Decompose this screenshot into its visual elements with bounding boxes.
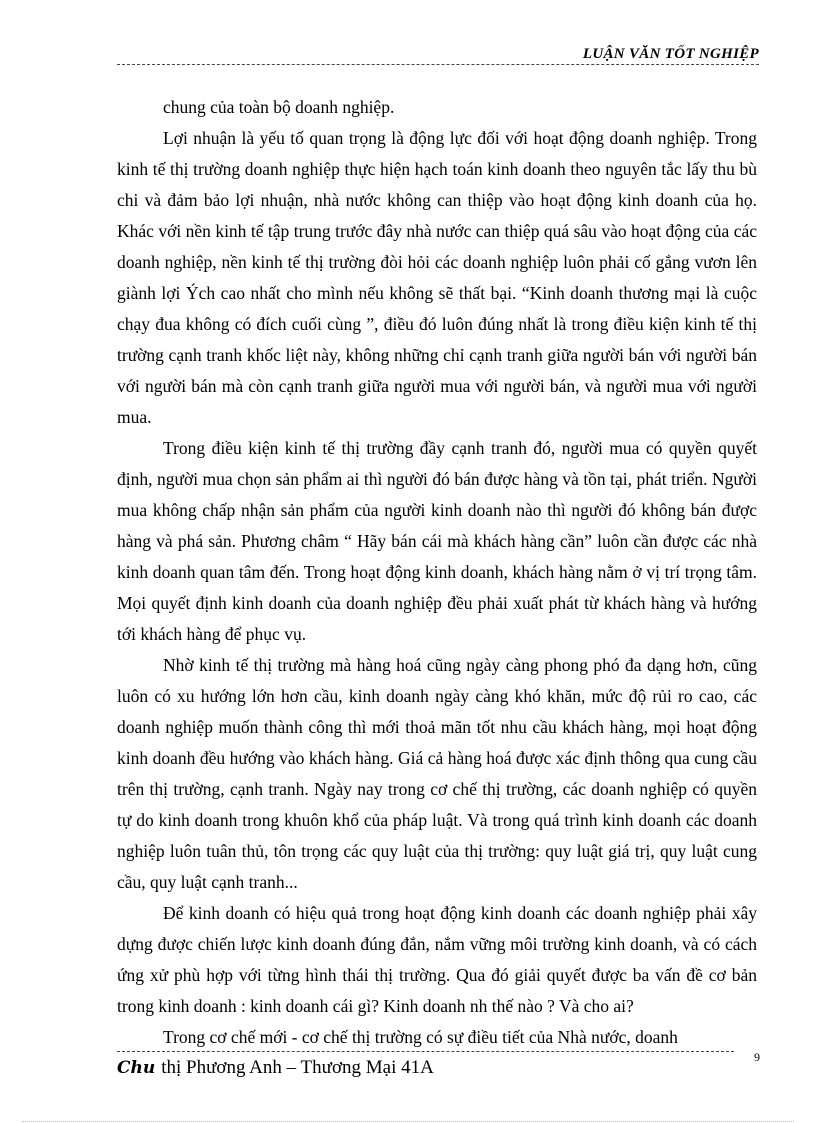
footer-author-name: thị Phương Anh – Thương Mại 41A xyxy=(161,1057,434,1078)
footer-author xyxy=(117,1057,434,1079)
document-body xyxy=(117,92,757,1053)
footer-divider xyxy=(117,1051,734,1052)
page-header-title: LUẬN VĂN TỐT NGHIỆP xyxy=(582,46,759,62)
paragraph: Lợi nhuận là yếu tố quan trọng là động lực đối với hoạt động doanh nghiệp. Trong kinh tế thị trường doanh nghiệp thực hiện hạch toán kinh doanh theo nguyên tắc lấy thu bù chi và đảm bảo lợi nhuận, nhà nước không can thiệp vào hoạt động kinh doanh của họ. Khác với nền kinh tế tập trung trước đây nhà nước can thiệp quá sâu vào hoạt động của các doanh nghiệp, nền kinh tế thị trường đòi hỏi các doanh nghiệp luôn phải cố gắng vươn lên giành lợi Ých cao nhất cho mình nếu không sẽ thất bại. “Kinh doanh thương mại là cuộc chạy đua không có đích cuối cùng ”, điều đó luôn đúng nhất là trong điều kiện kinh tế thị trường cạnh tranh khốc liệt này, không những chỉ cạnh tranh giữa người bán với người bán với người bán mà còn cạnh tranh giữa người mua với người bán, và người mua với người mua. xyxy=(117,128,757,427)
page-bottom-border xyxy=(22,1121,794,1122)
paragraph-continuation: chung của toàn bộ doanh nghiệp. xyxy=(163,97,395,117)
page-number: 9 xyxy=(754,1050,760,1064)
paragraph: Nhờ kinh tế thị trường mà hàng hoá cũng ngày càng phong phó đa dạng hơn, cũng luôn có xu hướng lớn hơn cầu, kinh doanh ngày càng khó khăn, mức độ rủi ro cao, các doanh nghiệp muốn thành công thì mới thoả mãn tốt nhu cầu khách hàng, mọi hoạt động kinh doanh đều hướng vào khách hàng. Giá cả hàng hoá được xác định thông qua cung cầu trên thị trường, cạnh tranh. Ngày nay trong cơ chế thị trường, các doanh nghiệp có quyền tự do kinh doanh trong khuôn khổ của pháp luật. Và trong quá trình kinh doanh các doanh nghiệp luôn tuân thủ, tôn trọng các quy luật của thị trường: quy luật giá trị, quy luật cung cầu, quy luật cạnh tranh... xyxy=(117,655,757,892)
paragraph: Trong điều kiện kinh tế thị trường đầy cạnh tranh đó, người mua có quyền quyết định, người mua chọn sản phẩm ai thì người đó bán được hàng và tồn tại, phát triển. Người mua không chấp nhận sản phẩm của người kinh doanh nào thì người đó không bán được hàng và phá sản. Phương châm “ Hãy bán cái mà khách hàng cần” luôn cần được các nhà kinh doanh quan tâm đến. Trong hoạt động kinh doanh, khách hàng nằm ở vị trí trọng tâm. Mọi quyết định kinh doanh của doanh nghiệp đều phải xuất phát từ khách hàng và hướng tới khách hàng để phục vụ. xyxy=(117,438,757,644)
paragraph: Để kinh doanh có hiệu quả trong hoạt động kinh doanh các doanh nghiệp phải xây dựng được chiến lược kinh doanh đúng đắn, nắm vững môi trường kinh doanh, và có cách ứng xử phù hợp với từng hình thái thị trường. Qua đó giải quyết được ba vấn đề cơ bản trong kinh doanh : kinh doanh cái gì? Kinh doanh nh thế nào ? Và cho ai? xyxy=(117,903,757,1016)
footer-author-script: Chu xyxy=(117,1058,156,1078)
header-divider xyxy=(117,64,759,65)
paragraph: Trong cơ chế mới - cơ chế thị trường có sự điều tiết của Nhà nước, doanh xyxy=(163,1027,678,1047)
